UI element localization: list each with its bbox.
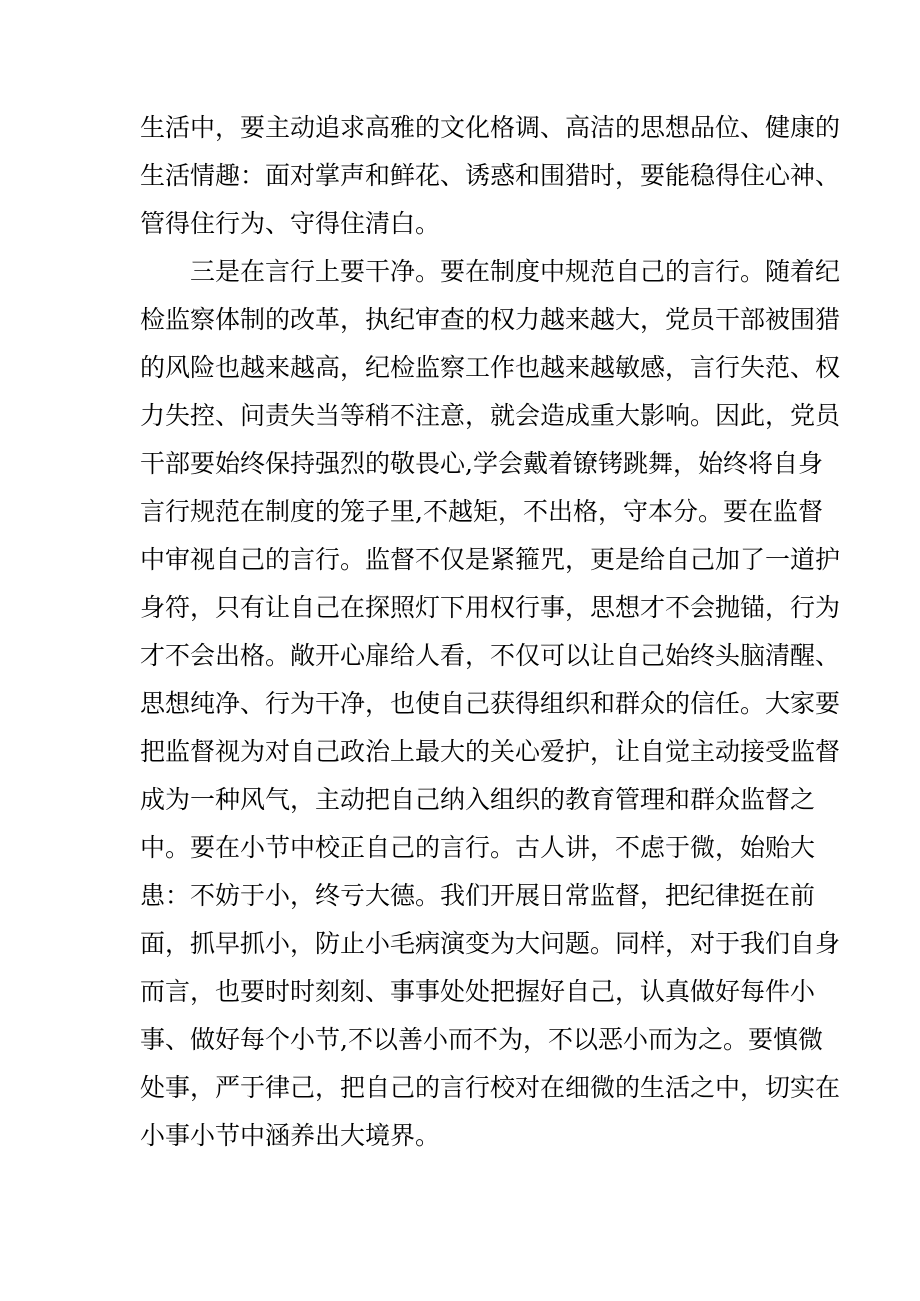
- text-line: 面，抓早抓小，防止小毛病演变为大问题。同样，对于我们自身: [140, 929, 841, 958]
- text-line: 身符，只有让自己在探照灯下用权行事，思想才不会抛锚，行为: [140, 593, 841, 622]
- text-line: 小事小节中涵养出大境界。: [140, 1121, 441, 1150]
- text-line: 思想纯净、行为干净，也使自己获得组织和群众的信任。大家要: [140, 689, 841, 718]
- text-line: 患：不妨于小，终亏大德。我们开展日常监督，把纪律挺在前: [140, 881, 816, 910]
- text-line: 中。要在小节中校正自己的言行。古人讲，不虑于微，始贻大: [140, 833, 816, 862]
- text-line: 检监察体制的改革，执纪审查的权力越来越大，党员干部被围猎: [140, 305, 841, 334]
- text-line: 生活中，要主动追求高雅的文化格调、高洁的思想品位、健康的: [140, 113, 841, 142]
- text-line: 处事，严于律己，把自己的言行校对在细微的生活之中，切实在: [140, 1073, 841, 1102]
- text-line: 中审视自己的言行。监督不仅是紧箍咒，更是给自己加了一道护: [140, 545, 841, 574]
- text-line: 力失控、问责失当等稍不注意，就会造成重大影响。因此，党员: [140, 401, 841, 430]
- text-line: 干部要始终保持强烈的敬畏心,学会戴着镣铐跳舞，始终将自身: [140, 449, 823, 478]
- text-line: 事、做好每个小节,不以善小而不为，不以恶小而为之。要慎微: [140, 1025, 823, 1054]
- text-line: 成为一种风气，主动把自己纳入组织的教育管理和群众监督之: [140, 785, 816, 814]
- text-line: 生活情趣：面对掌声和鲜花、诱惑和围猎时，要能稳得住心神、: [140, 161, 841, 190]
- paragraph-first-line: 三是在言行上要干净。要在制度中规范自己的言行。随着纪: [190, 257, 841, 286]
- text-line: 的风险也越来越高，纪检监察工作也越来越敏感，言行失范、权: [140, 353, 841, 382]
- text-line: 才不会出格。敞开心扉给人看，不仅可以让自己始终头脑清醒、: [140, 641, 841, 670]
- text-line: 管得住行为、守得住清白。: [140, 209, 441, 238]
- text-line: 把监督视为对自己政治上最大的关心爱护，让自觉主动接受监督: [140, 737, 841, 766]
- text-line: 言行规范在制度的笼子里,不越矩，不出格，守本分。要在监督: [140, 497, 823, 526]
- text-line: 而言，也要时时刻刻、事事处处把握好自己，认真做好每件小: [140, 977, 816, 1006]
